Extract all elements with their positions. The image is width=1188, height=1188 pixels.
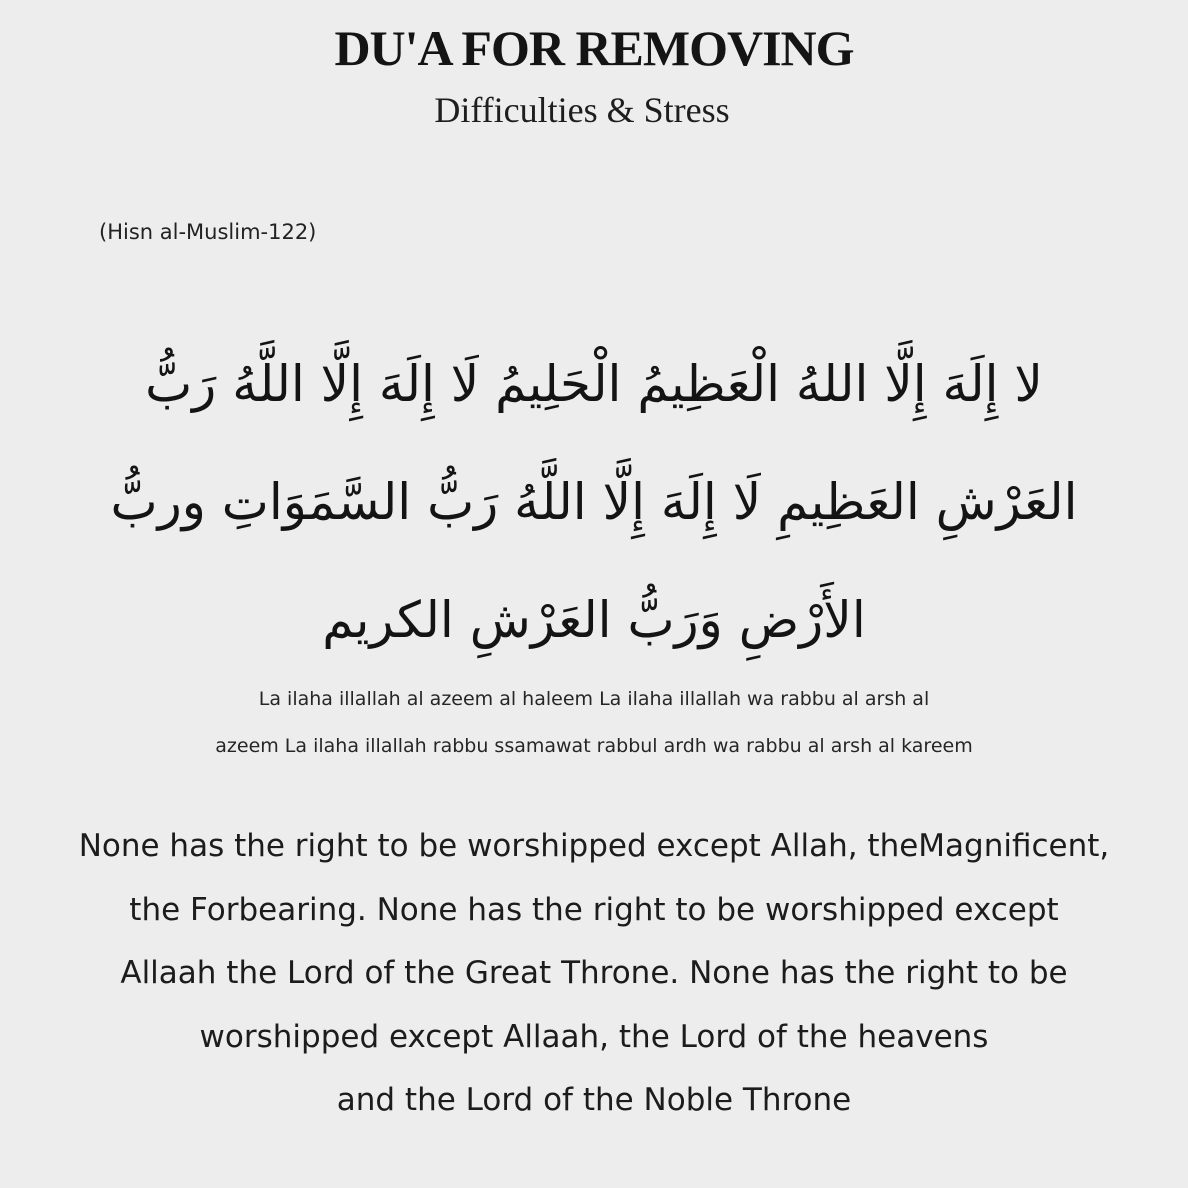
- page-subtitle: Difficulties & Stress: [434, 90, 730, 130]
- transliteration: [150, 676, 1038, 770]
- translation-line: the Forbearing. None has the right to be worshipped except: [129, 891, 1059, 928]
- translation-line: Allaah the Lord of the Great Throne. None has the right to be: [120, 955, 1068, 991]
- english-translation: [40, 815, 1148, 1133]
- translation-line: None has the right to be worshipped except Allah, theMagnificent,: [78, 828, 1110, 864]
- arabic-line: لا إِلَهَ إِلَّا اللهُ الْعَظِيمُ الْحَلِيمُ لَا إِلَهَ إِلَّا اللَّهُ رَبُّ: [145, 355, 1043, 413]
- transliteration-line: La ilaha illallah al azeem al haleem La ilaha illallah wa rabbu al arsh al: [258, 688, 930, 710]
- arabic-line: العَرْشِ العَظِيمِ لَا إِلَهَ إِلَّا اللَّهُ رَبُّ السَّمَوَاتِ وربُّ: [110, 473, 1078, 531]
- source-reference: (Hisn al-Muslim-122): [99, 220, 317, 244]
- transliteration-line: azeem La ilaha illallah rabbu ssamawat rabbul ardh wa rabbu al arsh al kareem: [215, 735, 973, 757]
- translation-line: worshipped except Allaah, the Lord of the heavens: [199, 1018, 989, 1055]
- arabic-text: [110, 325, 1078, 679]
- arabic-line: الأَرْضِ وَرَبُّ العَرْشِ الكريم: [322, 591, 866, 649]
- translation-line: and the Lord of the Noble Throne: [336, 1082, 852, 1118]
- page-title: DU'A FOR REMOVING: [334, 20, 854, 76]
